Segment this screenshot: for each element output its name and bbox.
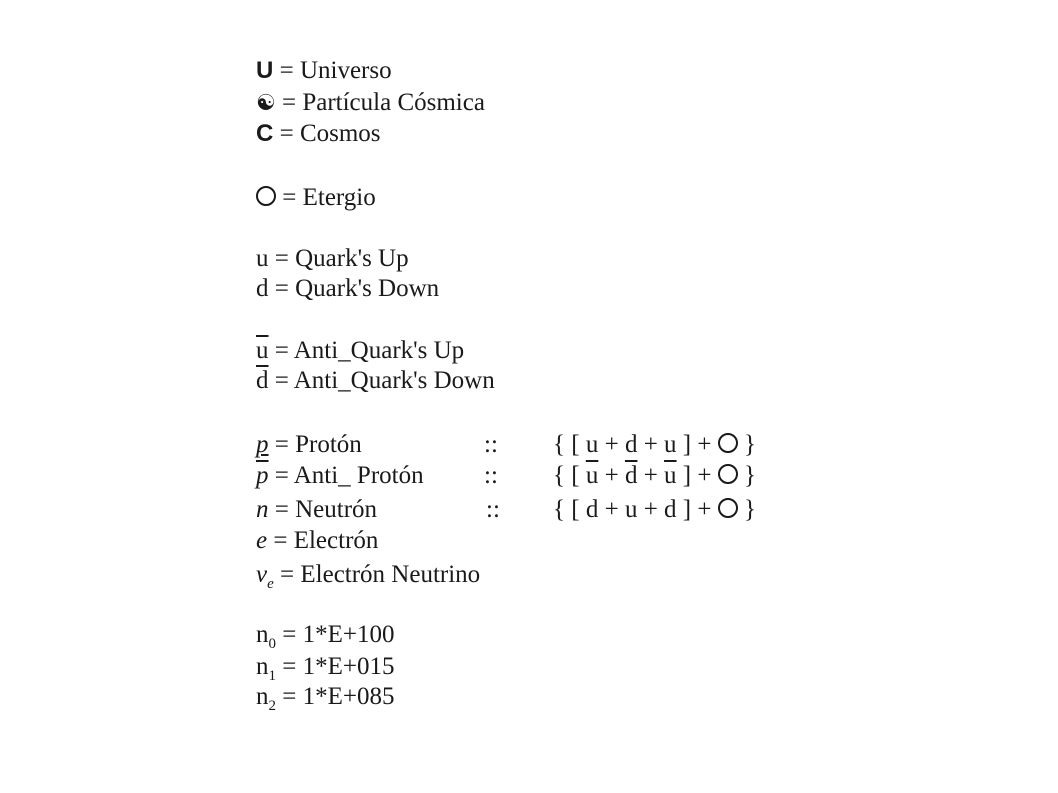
cosmos-text: = Cosmos xyxy=(279,120,381,147)
n0-subscript: 0 xyxy=(268,636,276,652)
legend-particula-cosmica xyxy=(256,88,485,119)
proton-text: = Protón xyxy=(274,431,362,458)
n0-value: = 1*E+100 xyxy=(282,621,395,648)
n1-subscript: 1 xyxy=(268,668,276,684)
row-proton xyxy=(256,430,816,460)
proton-end: } xyxy=(737,431,756,458)
etergio-circle-icon xyxy=(718,464,738,484)
neutron-formula xyxy=(553,495,756,525)
n1-symbol xyxy=(256,653,276,684)
neutron-q3: d xyxy=(664,496,677,523)
particula-cosmica-text: = Partícula Cósmica xyxy=(281,89,485,116)
n2-letter: n xyxy=(256,683,269,710)
anti-quark-up-symbol: $\overline{u}$ xyxy=(256,337,269,364)
proton-plus2: + xyxy=(637,431,665,458)
legend-etergio xyxy=(256,183,376,213)
constant-n0 xyxy=(256,620,394,650)
legend-anti-quark-up xyxy=(256,336,464,366)
proton-q2: d xyxy=(624,431,638,458)
proton-plus1: + xyxy=(598,431,625,458)
neutrino-symbol xyxy=(256,561,274,592)
row-electron-neutrino xyxy=(256,560,480,590)
neutron-q2: u xyxy=(624,496,638,523)
neutron-symbol: n xyxy=(256,496,269,523)
neutrino-text: = Electrón Neutrino xyxy=(280,561,481,588)
row-electron xyxy=(256,526,378,556)
neutrino-nu: ν xyxy=(256,561,268,588)
legend-universo xyxy=(256,56,392,86)
yin-yang-icon: ☯ xyxy=(256,91,276,116)
universo-text: = Universo xyxy=(279,57,392,84)
n1-value: = 1*E+015 xyxy=(282,653,395,680)
legend-quark-up xyxy=(256,244,409,274)
antiproton-open: { [ xyxy=(553,462,586,489)
n1-letter: n xyxy=(256,653,269,680)
n2-value: = 1*E+085 xyxy=(282,683,395,710)
electron-text: = Electrón xyxy=(273,527,379,554)
quark-down-text: = Quark's Down xyxy=(274,275,440,302)
n0-symbol xyxy=(256,621,276,652)
antiproton-q3: $\overline{u}$ xyxy=(664,462,677,489)
neutron-text: = Neutrón xyxy=(274,496,378,523)
quark-down-symbol: d xyxy=(256,275,269,302)
quark-up-text: = Quark's Up xyxy=(274,245,409,272)
proton-q3: u xyxy=(664,431,677,458)
proton-close: ] + xyxy=(676,431,718,458)
row-neutron xyxy=(256,495,816,525)
constant-n2 xyxy=(256,682,394,712)
legend-cosmos xyxy=(256,119,381,149)
neutron-open: { [ xyxy=(553,496,586,523)
antiproton-plus1: + xyxy=(598,462,625,489)
etergio-circle-icon xyxy=(256,186,276,206)
n0-letter: n xyxy=(256,621,269,648)
legend-quark-down xyxy=(256,274,439,304)
antiproton-plus2: + xyxy=(637,462,665,489)
quark-up-symbol: u xyxy=(256,245,269,272)
antiproton-symbol: $\overline{p}$ xyxy=(256,462,269,489)
anti-quark-down-symbol: $\overline{d}$ xyxy=(256,367,269,394)
row-antiproton xyxy=(256,461,816,491)
neutron-close: ] + xyxy=(676,496,718,523)
neutron-q1: d xyxy=(585,496,599,523)
electron-symbol: e xyxy=(256,527,268,554)
anti-quark-down-text: = Anti_Quark's Down xyxy=(274,367,495,394)
antiproton-text: = Anti_ Protón xyxy=(274,462,424,489)
proton-symbol: p xyxy=(256,431,269,458)
neutron-plus2: + xyxy=(637,496,665,523)
proton-formula xyxy=(553,430,756,460)
constant-n1 xyxy=(256,652,394,682)
neutron-separator: :: xyxy=(486,496,500,523)
etergio-circle-icon xyxy=(718,433,738,453)
n2-symbol xyxy=(256,683,276,714)
proton-open: { [ xyxy=(553,431,586,458)
etergio-circle-icon xyxy=(718,498,738,518)
antiproton-q2: $\overline{d}$ xyxy=(624,462,638,489)
antiproton-q1: $\overline{u}$ xyxy=(585,462,599,489)
legend-anti-quark-down xyxy=(256,366,495,396)
proton-separator: :: xyxy=(484,431,498,458)
universo-symbol: U xyxy=(256,57,274,84)
neutrino-subscript: e xyxy=(267,576,274,592)
antiproton-separator: :: xyxy=(484,462,498,489)
proton-q1: u xyxy=(585,431,599,458)
n2-subscript: 2 xyxy=(268,698,276,714)
neutron-end: } xyxy=(737,496,756,523)
neutron-plus1: + xyxy=(598,496,625,523)
antiproton-formula xyxy=(553,461,756,491)
antiproton-end: } xyxy=(737,462,756,489)
etergio-text: = Etergio xyxy=(282,184,376,211)
anti-quark-up-text: = Anti_Quark's Up xyxy=(274,337,465,364)
cosmos-symbol: C xyxy=(256,120,274,147)
antiproton-close: ] + xyxy=(676,462,718,489)
